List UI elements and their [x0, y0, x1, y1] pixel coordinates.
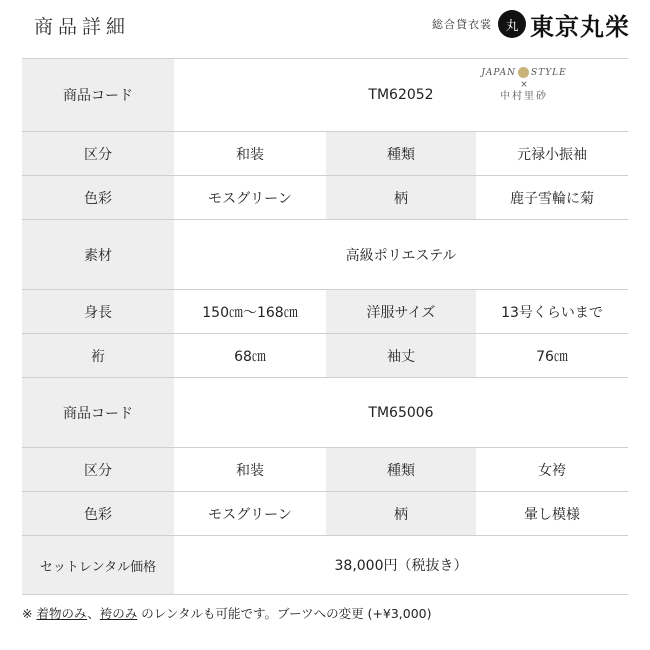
product-code-row — [22, 378, 628, 448]
product-code-value: TM62052 — [368, 87, 434, 103]
type-value: 元禄小振袖 — [476, 132, 628, 175]
brand-crest-icon: 丸 — [498, 10, 526, 38]
height-value: 150㎝～168㎝ — [174, 290, 326, 333]
sleeve-drop-value: 76㎝ — [476, 334, 628, 377]
pattern-value: 鹿子雪輪に菊 — [476, 176, 628, 219]
hakama-only-text: 袴のみ — [99, 606, 138, 621]
type-label: 種類 — [326, 132, 476, 175]
product-code-row — [22, 59, 628, 132]
footnote — [22, 604, 432, 622]
color-value: モスグリーン — [174, 492, 326, 535]
table-row — [22, 132, 628, 176]
clothing-size-label: 洋服サイズ — [326, 290, 476, 333]
set-rental-price-label: セットレンタル価格 — [22, 536, 174, 594]
footnote-text: のレンタルも可能です。ブーツへの変更 (+¥3,000) — [141, 606, 432, 621]
japan-style-name: 中村里砂 — [500, 91, 548, 102]
material-row — [22, 220, 628, 290]
category-label: 区分 — [22, 132, 174, 175]
category-value: 和装 — [174, 132, 326, 175]
flower-icon — [518, 67, 529, 78]
material-label: 素材 — [22, 220, 174, 289]
table-row — [22, 334, 628, 378]
pattern-label: 柄 — [326, 176, 476, 219]
brand-subtitle: 総合貸衣裳 — [432, 18, 492, 31]
table-row — [22, 492, 628, 536]
set-rental-price-value: 38,000円（税抜き） — [174, 536, 628, 594]
clothing-size-value: 13号くらいまで — [476, 290, 628, 333]
brand-logo — [432, 6, 630, 42]
page-title: 商品詳細 — [34, 16, 131, 38]
color-label: 色彩 — [22, 176, 174, 219]
japan-style-cross: × — [520, 80, 528, 90]
product-code-label: 商品コード — [22, 378, 174, 447]
japan-style-word-1: JAPAN — [481, 68, 517, 78]
color-label: 色彩 — [22, 492, 174, 535]
table-row — [22, 290, 628, 334]
japan-style-word-2: STYLE — [531, 68, 567, 78]
type-value: 女袴 — [476, 448, 628, 491]
sleeve-drop-label: 袖丈 — [326, 334, 476, 377]
material-value: 高級ポリエステル — [174, 220, 628, 289]
type-label: 種類 — [326, 448, 476, 491]
pattern-label: 柄 — [326, 492, 476, 535]
product-code-value: TM65006 — [174, 378, 628, 447]
height-label: 身長 — [22, 290, 174, 333]
japan-style-logo — [474, 67, 574, 103]
category-value: 和装 — [174, 448, 326, 491]
kimono-only-text: 着物のみ — [36, 606, 88, 621]
product-code-label: 商品コード — [22, 59, 174, 131]
brand-name: 東京丸栄 — [530, 11, 630, 41]
table-row — [22, 448, 628, 492]
footnote-separator: 、 — [87, 606, 100, 621]
category-label: 区分 — [22, 448, 174, 491]
product-detail-table — [22, 58, 628, 595]
price-row — [22, 536, 628, 595]
sleeve-length-value: 68㎝ — [174, 334, 326, 377]
pattern-value: 暈し模様 — [476, 492, 628, 535]
table-row — [22, 176, 628, 220]
header — [0, 0, 650, 50]
footnote-mark: ※ — [22, 606, 33, 621]
color-value: モスグリーン — [174, 176, 326, 219]
product-code-cell — [174, 59, 628, 131]
sleeve-length-label: 裄 — [22, 334, 174, 377]
